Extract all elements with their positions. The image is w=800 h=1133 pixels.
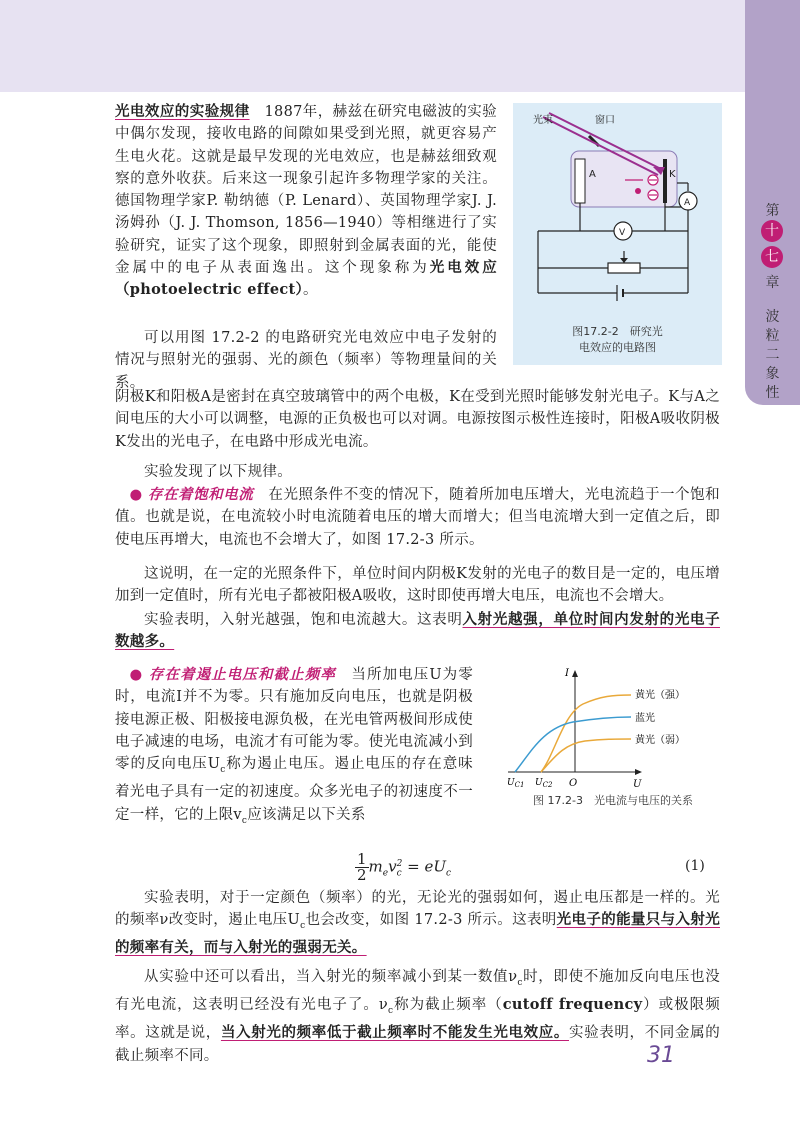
paragraph-intro: 光电效应的实验规律 1887年，赫兹在研究电磁波的实验中偶尔发现，接收电路的间隙如果受到光照，就更容易产生电火花。这就是最早发现的光电效应，也是赫兹细致观察的意外收获。后来这一现象引起许多物理学家的关注。德国物理学家P. 勒纳德（P. Lenard）、英国物理学家J. J. 汤姆孙（J. J. Thomson, 1856—1940）等相继进行了实验研究，证实了这个现象，即照射到金属表面的光，能使金属中的电子从表面逸出。这个现象称为光电效应（photoelectric effect）。	[115, 103, 497, 299]
chapter-number-2: 七	[761, 246, 783, 268]
paragraph-intensity: 实验表明，入射光越强，饱和电流越大。这表明入射光越强，单位时间内发射的光电子数越多。	[115, 611, 720, 651]
label-beam: 光束	[533, 115, 553, 126]
paragraph-setup: 阴极K和阳极A是密封在真空玻璃管中的两个电极，K在受到光照时能够发射光电子。K与A之间电压的大小可以调整，电源的正负极也可以对调。电源按图示极性连接时，阳极A吸收阴极K发出的光电子，在电路中形成光电流。	[115, 389, 720, 450]
label-window: 窗口	[595, 115, 615, 126]
chapter-prefix: 第	[765, 203, 780, 219]
current-voltage-graph	[503, 664, 723, 794]
bullet-stopping-voltage: ● 存在着遏止电压和截止频率 当所加电压U为零时，电流I并不为零。只有施加反向电压，也就是阴极接电源正极、阳极接电源负极，在光电管两极间形成使电子减速的电场，电流才有可能为零。使光电流减小到零的反向电压$U_c$称为遏止电压。遏止电压的存在意味着光电子具有一定的初速度。众多光电子的初速度不一定一样，它的上限$v_c$应该满足以下关系	[115, 666, 473, 826]
y-axis-label: I	[565, 668, 569, 679]
chapter-tab	[745, 0, 800, 405]
curve-yellow-weak	[541, 739, 631, 772]
section-heading: 光电效应的实验规律	[115, 103, 250, 120]
paragraph-findings: 实验发现了以下规律。	[144, 464, 292, 480]
chapter-title: 波 粒 二 象 性	[765, 309, 780, 401]
figure-circuit	[513, 103, 722, 365]
origin-label: O	[569, 778, 578, 789]
chapter-suffix: 章	[765, 275, 780, 291]
legend-yellow-strong: 黄光（强）	[635, 690, 685, 701]
curve-yellow-strong	[541, 695, 631, 772]
label-voltmeter: V	[619, 228, 626, 238]
header-band	[0, 0, 745, 92]
paragraph-explain: 这说明，在一定的光照条件下，单位时间内阴极K发射的光电子的数目是一定的，电压增加到一定值时，所有光电子都被阳极A吸收，这时即使再增大电压，电流也不会增大。	[115, 566, 720, 605]
chapter-number-1: 十	[761, 220, 783, 242]
uc2-label: $U_{C2}$	[535, 778, 553, 789]
label-ammeter: A	[684, 198, 691, 208]
legend-blue: 蓝光	[635, 713, 655, 724]
label-cathode: K	[669, 169, 676, 180]
figure-caption-2: 图 17.2-3 光电流与电压的关系	[533, 794, 693, 807]
figure-caption-1: 图17.2-2 研究光 电效应的电路图	[572, 325, 663, 354]
figure-graph	[503, 664, 723, 816]
label-anode: A	[589, 169, 596, 180]
page-number: 31	[647, 1043, 675, 1068]
paragraph-frequency: 实验表明，对于一定颜色（频率）的光，无论光的强弱如何，遏止电压都是一样的。光的频率ν改变时，遏止电压$U_c$也会改变，如图 17.2-3 所示。这表明光电子的能量只与入射光的频率有关，而与入射光的强弱无关。	[115, 890, 720, 957]
paragraph-method: 可以用图 17.2-2 的电路研究光电效应中电子发射的情况与照射光的强弱、光的颜色（频率）等物理量间的关系。	[115, 330, 497, 391]
uc1-label: $U_{C1}$	[507, 778, 525, 789]
bullet-saturation: ● 存在着饱和电流 在光照条件不变的情况下，随着所加电压增大，光电流趋于一个饱和值。也就是说，在电流较小时电流随着电压的增大而增大；但当电流增大到一定值之后，即使电压再增大，电流也不会增大了，如图 17.2-3 所示。	[115, 486, 720, 548]
equation: $\frac{1}{2}$ $m_ev_c^2 = eU_c$	[357, 850, 452, 884]
equation-number: (1)	[685, 858, 705, 874]
x-axis-label: U	[633, 779, 642, 790]
paragraph-cutoff: 从实验中还可以看出，当入射光的频率减小到某一数值$\nu_c$时，即使不施加反向电压也没有光电流，这表明已经没有光电子了。$\nu_c$称为截止频率（cutoff frequency）或极限频率。这就是说，当入射光的频率低于截止频率时不能发生光电效应。实验表明，不同金属的截止频率不同。	[115, 969, 720, 1064]
legend-yellow-weak: 黄光（弱）	[635, 735, 685, 746]
